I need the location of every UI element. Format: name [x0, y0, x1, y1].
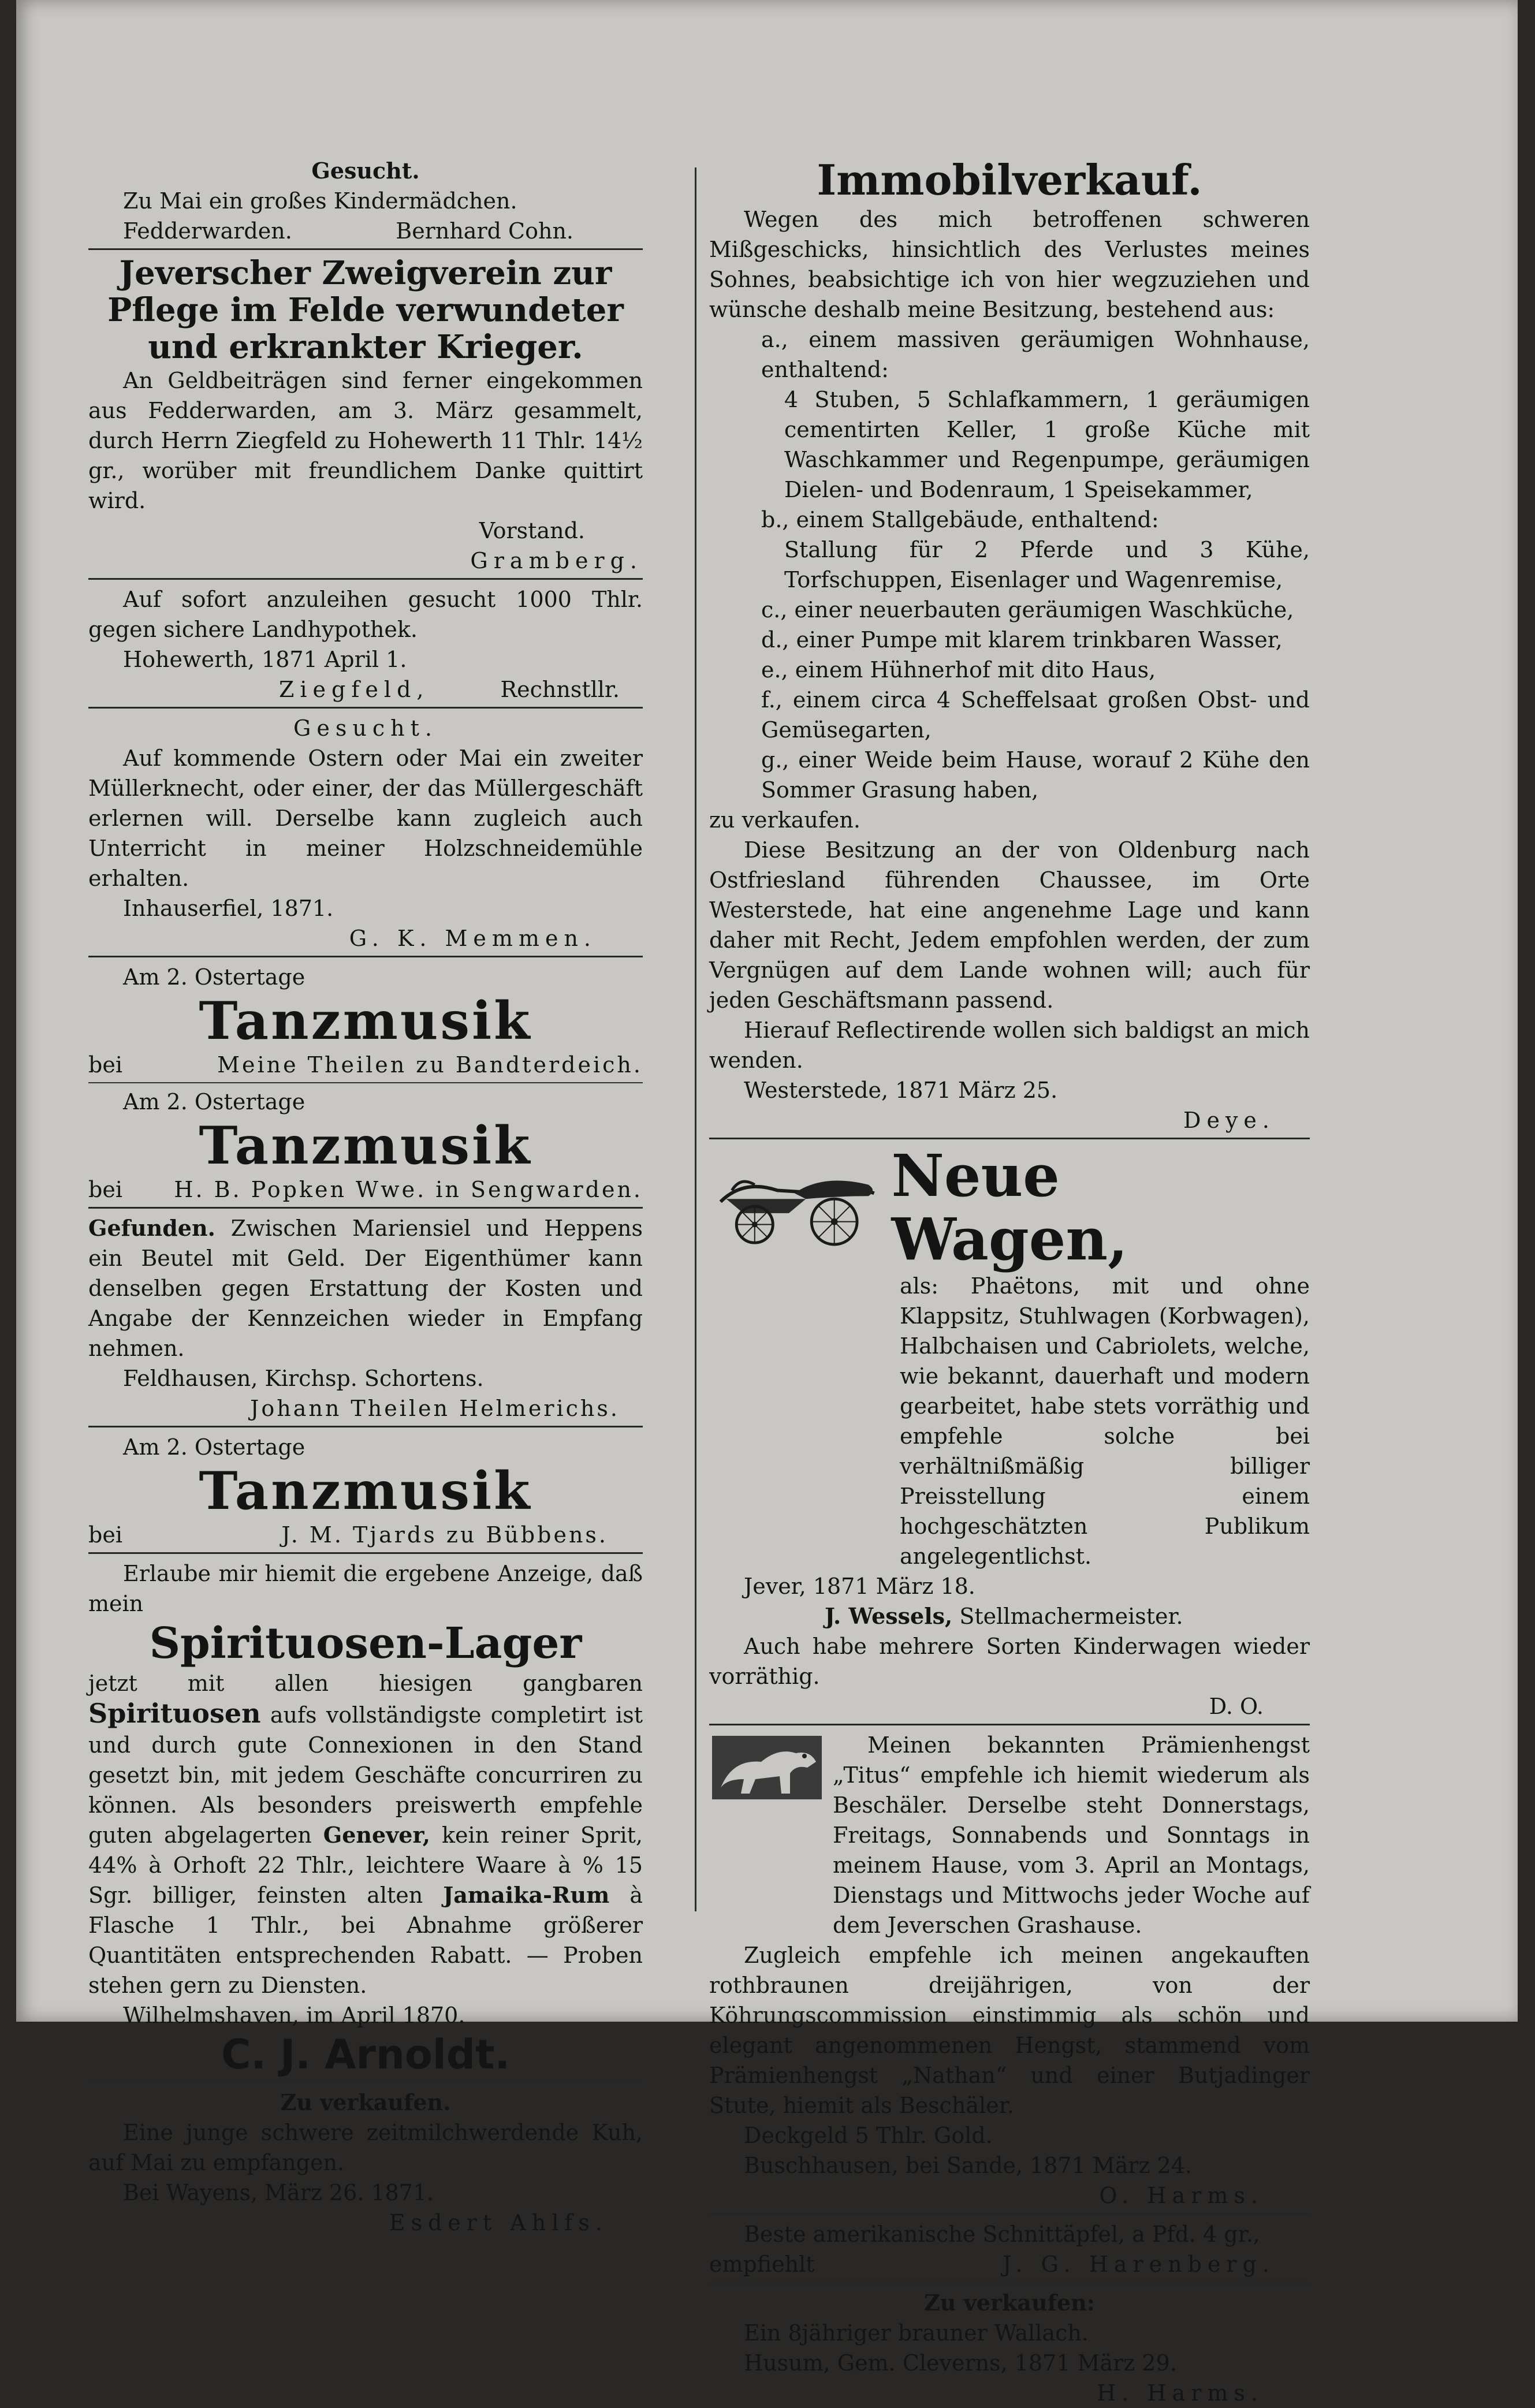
- ad-place: Hohewerth, 1871 April 1.: [123, 647, 407, 672]
- ad-location: H. B. Popken Wwe. in Sengwarden.: [174, 1177, 643, 1202]
- ad-signature: Bernhard Cohn.: [396, 218, 573, 244]
- ad-signature: J. G. Harenberg.: [1003, 2252, 1275, 2277]
- ad-body: Hierauf Reflectirende wollen sich baldigst an mich wenden.: [709, 1017, 1310, 1073]
- ad-place: Bei Wayens, März 26. 1871.: [123, 2180, 434, 2205]
- ad-signature: Esdert Ahlfs.: [389, 2210, 608, 2235]
- column-divider: [695, 167, 696, 1911]
- ad-schnittaepfel: [709, 2219, 1310, 2279]
- ad-body: aufs vollständigste completirt ist und durch gute Connexionen in den Stand gesetzt bin, mit jedem Geschäfte concurriren zu können. Als besonders preiswerth empfehle guten abgelagerten: [88, 1702, 643, 1848]
- ad-empf: empfiehlt: [709, 2252, 815, 2277]
- rule: [88, 707, 643, 709]
- ad-signature: C. J. Arnoldt.: [221, 2031, 511, 2078]
- ad-body: Zwischen Mariensiel und Heppens ein Beutel mit Geld. Der Eigenthümer kann denselben gegen Erstattung der Kosten und Angabe der Kennzeichen wieder in Empfang nehmen.: [88, 1216, 643, 1361]
- horse-illustration: [709, 1730, 825, 1805]
- ad-item: b., einem Stallgebäude, enthaltend:: [761, 507, 1159, 532]
- rule: [88, 2081, 643, 2083]
- ad-title: Spirituosen-Lager: [149, 1619, 582, 1668]
- ad-tanzmusik-2: [88, 1087, 643, 1205]
- ad-item-detail: Stallung für 2 Pferde und 3 Kühe, Torfschuppen, Eisenlager und Wagenremise,: [784, 537, 1310, 592]
- ad-zu-verkaufen-wallach: [709, 2288, 1310, 2408]
- ad-body: à Flasche 1 Thlr., bei Abnahme größerer Quantitäten entsprechenden Rabatt. — Proben stehen gern zu Diensten.: [88, 1883, 643, 1998]
- ad-immobilverkauf: [709, 156, 1310, 1135]
- ad-location: Meine Theilen zu Bandterdeich.: [217, 1052, 643, 1078]
- ad-item: e., einem Hühnerhof mit dito Haus,: [761, 657, 1156, 683]
- left-column: [88, 156, 643, 2238]
- ad-body: Diese Besitzung an der von Oldenburg nach Ostfriesland führenden Chaussee, im Orte Westerstede, hat eine angenehme Lage und kann daher mit Recht, Jedem empfohlen werden, der zum Vergnügen auf dem Lande wohnen will; auch für jeden Geschäftsmann passend.: [709, 837, 1310, 1013]
- ad-body: Auf kommende Ostern oder Mai ein zweiter Müllerknecht, oder einer, der das Müllergeschäft erlernen will. Derselbe kann zugleich auch Unterricht in meiner Holzschneidemühle erhalten.: [88, 745, 643, 891]
- ad-zweigverein: [88, 255, 643, 576]
- ad-body: kein reiner Sprit, 44% à Orhoft 22 Thlr., leichtere Waare à % 15 Sgr. billiger, feinsten alten: [88, 1822, 643, 1908]
- ad-place: Husum, Gem. Cleverns, 1871 März 29.: [744, 2350, 1177, 2376]
- ad-note: Auch habe mehrere Sorten Kinderwagen wieder vorräthig.: [709, 1634, 1310, 1689]
- ad-place: Wilhelmshaven, im April 1870.: [123, 2003, 465, 2028]
- ad-body: Beste amerikanische Schnittäpfel, a Pfd. 4 gr.,: [744, 2221, 1260, 2247]
- ad-gefunden: [88, 1213, 643, 1423]
- ad-spirituosen-lager: [88, 1559, 643, 2079]
- ad-place: Feldhausen, Kirchsp. Schortens.: [123, 1366, 484, 1391]
- ad-praemienhengst: [709, 1730, 1310, 2211]
- ad-title: Immobilverkauf.: [817, 155, 1202, 204]
- ad-signature: Ziegfeld,: [279, 677, 430, 702]
- ad-body: Eine junge schwere zeitmilchwerdende Kuh, auf Mai zu empfangen.: [88, 2120, 643, 2175]
- ad-anleihe: [88, 584, 643, 704]
- ad-item: g., einer Weide beim Hause, worauf 2 Kühe den Sommer Grasung haben,: [761, 747, 1310, 803]
- ad-title: Zu verkaufen:: [924, 2290, 1095, 2316]
- ad-body: Auf sofort anzuleihen gesucht 1000 Thlr. gegen sichere Landhypothek.: [88, 587, 643, 642]
- ad-signature: G. K. Memmen.: [349, 926, 597, 951]
- ad-item: d., einer Pumpe mit klarem trinkbaren Wasser,: [761, 627, 1283, 653]
- ad-intro: Erlaube mir hiemit die ergebene Anzeige, daß mein: [88, 1561, 643, 1616]
- ad-line: Am 2. Ostertage: [123, 1434, 305, 1460]
- rule: [709, 1724, 1310, 1725]
- ad-line: Am 2. Ostertage: [123, 964, 305, 990]
- ad-bei: bei: [88, 1177, 122, 1202]
- rule: [709, 2282, 1310, 2283]
- ad-bei: bei: [88, 1522, 122, 1548]
- rule: [709, 1138, 1310, 1139]
- newspaper-page: [16, 0, 1518, 2406]
- ad-title: Tanzmusik: [199, 990, 532, 1052]
- ad-signature: Vorstand.: [479, 518, 585, 543]
- rule: [88, 248, 643, 250]
- ad-body: Ein 8jähriger brauner Wallach.: [744, 2320, 1089, 2346]
- ad-signature: Johann Theilen Helmerichs.: [250, 1396, 620, 1421]
- ad-title: Tanzmusik: [199, 1460, 532, 1522]
- ad-item: c., einer neuerbauten geräumigen Waschküche,: [761, 597, 1294, 622]
- ad-signature: D. O.: [1209, 1694, 1264, 1719]
- ad-fee: Deckgeld 5 Thlr. Gold.: [744, 2123, 993, 2148]
- ad-bei: bei: [88, 1052, 122, 1078]
- ad-item: a., einem massiven geräumigen Wohnhause, enthaltend:: [761, 327, 1310, 382]
- ad-place: Jever, 1871 März 18.: [744, 1574, 975, 1599]
- right-column: [709, 156, 1310, 2408]
- ad-gesucht-muellerknecht: [88, 713, 643, 953]
- ad-body: Zugleich empfehle ich meinen angekauften rothbraunen dreijährigen, von der Köhrungscommission einstimmig als schön und elegant angenommenen Hengst, stammend vom Prämienhengst „Nathan“ und einer Butjadinger Stute, hiemit als Beschäler.: [709, 1943, 1310, 2118]
- carriage-illustration: [709, 1167, 880, 1248]
- ad-item: f., einem circa 4 Scheffelsaat großen Obst- und Gemüsegarten,: [761, 687, 1310, 743]
- ad-line: Am 2. Ostertage: [123, 1089, 305, 1114]
- ad-signature: Gramberg.: [470, 548, 643, 573]
- rule: [88, 1207, 643, 1209]
- ad-body: Zu Mai ein großes Kindermädchen.: [123, 188, 517, 214]
- ad-gesucht-kindermaedchen: [88, 156, 643, 246]
- ad-body: Meinen bekannten Prämienhengst „Titus“ empfehle ich hiemit wiederum als Beschäler. Derselbe steht Donnerstags, Freitags, Sonnabends und Sonntags in meinem Hause, vom 3. April an Montags, Dienstags und Mittwochs jeder Woche auf dem Jeverschen Grashause.: [833, 1732, 1310, 1938]
- rule: [88, 1082, 643, 1083]
- ad-title: Neue Wagen,: [891, 1142, 1128, 1273]
- ad-body: zu verkaufen.: [709, 807, 860, 833]
- ad-tanzmusik-3: [88, 1432, 643, 1550]
- ad-location: J. M. Tjards zu Bübbens.: [281, 1522, 608, 1548]
- ad-place: Buschhausen, bei Sande, 1871 März 24.: [744, 2153, 1193, 2178]
- ad-title: Gesucht.: [293, 715, 438, 741]
- ad-tanzmusik-1: [88, 962, 643, 1080]
- ad-role: Rechnstllr.: [500, 677, 620, 702]
- ad-signature: H. Harms.: [1097, 2380, 1264, 2406]
- ad-signature: Deye.: [1183, 1108, 1275, 1133]
- rule: [88, 956, 643, 957]
- rule: [88, 1552, 643, 1554]
- ad-body: als: Phaëtons, mit und ohne Klappsitz, Stuhlwagen (Korbwagen), Halbchaisen und Cabriolets, welche, wie bekannt, dauerhaft und modern gearbeitet, habe stets vorräthig und empfehle solche bei verhältnißmäßig billiger Preisstellung einem hochgeschätzten Publikum angelegentlichst.: [900, 1273, 1310, 1569]
- ad-role: Stellmachermeister.: [959, 1604, 1183, 1629]
- ad-signature: O. Harms.: [1099, 2183, 1264, 2208]
- ad-signature: J. Wessels,: [825, 1603, 953, 1629]
- ad-body: jetzt mit allen hiesigen gangbaren: [88, 1671, 643, 1696]
- ad-body: Wegen des mich betroffenen schweren Mißgeschicks, hinsichtlich des Verlustes meines Sohnes, beabsichtige ich von hier wegzuziehen und wünsche deshalb meine Besitzung, bestehend aus:: [709, 207, 1310, 322]
- ad-highlight: Jamaika-Rum: [443, 1882, 610, 1908]
- ad-zu-verkaufen-kuh: [88, 2088, 643, 2238]
- ad-highlight: Genever,: [323, 1822, 430, 1848]
- ad-body: An Geldbeiträgen sind ferner eingekommen aus Fedderwarden, am 3. März gesammelt, durch Herrn Ziegfeld zu Hohewerth 11 Thlr. 14½ gr., worüber mit freundlichem Danke quittirt wird.: [88, 368, 643, 513]
- ad-lead: Gefunden.: [88, 1215, 215, 1241]
- ad-place: Inhauserfiel, 1871.: [123, 896, 334, 921]
- ad-title: Tanzmusik: [199, 1115, 532, 1176]
- rule: [88, 578, 643, 580]
- ad-place: Westerstede, 1871 März 25.: [744, 1078, 1058, 1103]
- ad-item-detail: 4 Stuben, 5 Schlafkammern, 1 geräumigen cementirten Keller, 1 große Küche mit Waschkammer und Regenpumpe, geräumigen Dielen- und Bodenraum, 1 Speisekammer,: [784, 387, 1310, 502]
- rule: [709, 2213, 1310, 2215]
- ad-title: Zu verkaufen.: [280, 2089, 451, 2115]
- rule: [88, 1426, 643, 1427]
- ad-place: Fedderwarden.: [123, 218, 292, 244]
- ad-title: Jeverscher Zweigverein zur Pflege im Felde verwundeter und erkrankter Krieger.: [107, 254, 624, 366]
- ad-title: Gesucht.: [311, 158, 420, 184]
- ad-highlight: Spirituosen: [88, 1698, 261, 1729]
- ad-neue-wagen: [709, 1144, 1310, 1721]
